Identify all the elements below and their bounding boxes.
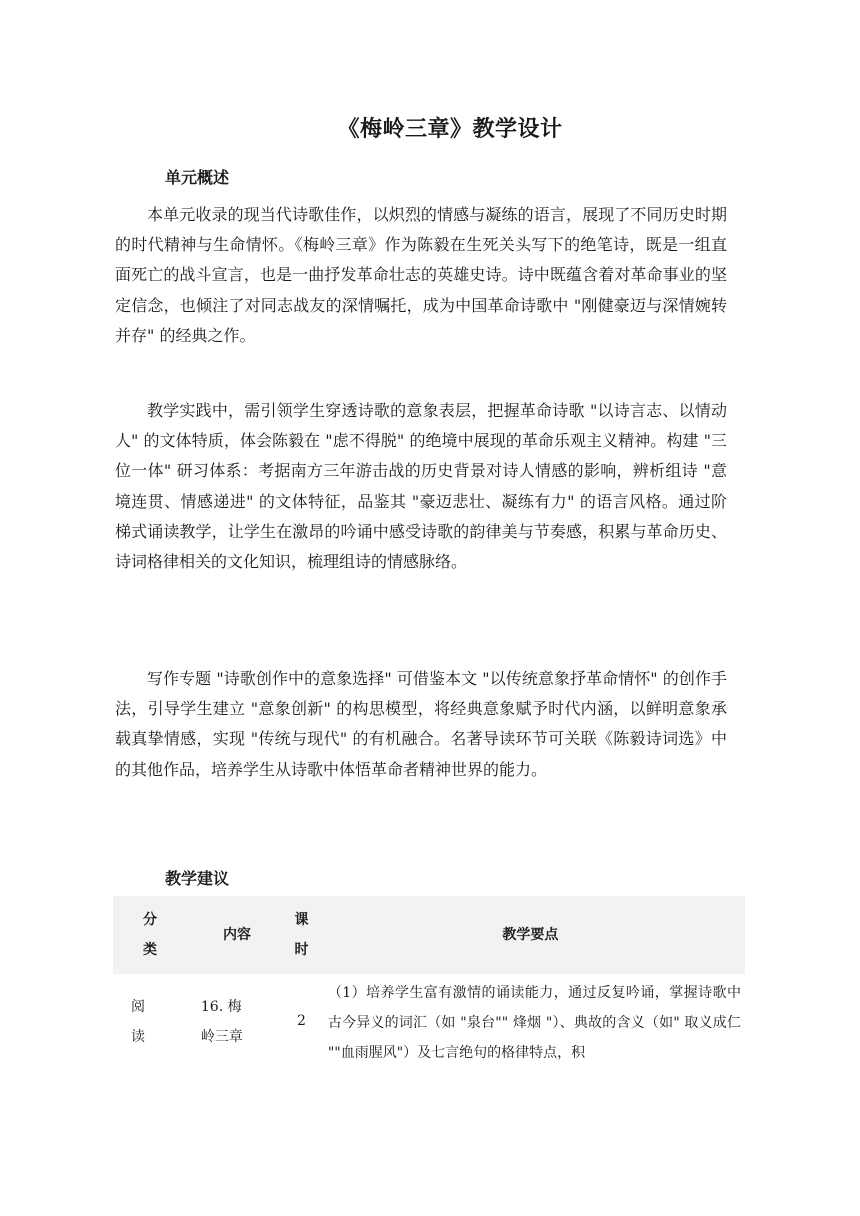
- header-hours: 课时: [287, 896, 316, 974]
- cell-content: 16. 梅岭三章: [200, 999, 243, 1045]
- cell-teaching-points: （1）培养学生富有激情的诵读能力，通过反复吟诵，掌握诗歌中古今异义的词汇（如 "泉台"" 烽烟 "）、典故的含义（如" 取义成仁 ""血雨腥风"）及七言绝句的格律特点，积: [327, 985, 741, 1061]
- section-heading-teaching-suggestions: 教学建议: [165, 869, 230, 888]
- paragraph-3: 写作专题 "诗歌创作中的意象选择" 可借鉴本文 "以传统意象抒革命情怀" 的创作手法，引导学生建立 "意象创新" 的构思模型，将经典意象赋予时代内涵，以鲜明意象承载真挚情感，实现 "传统与现代" 的有机融合。名著导读环节可关联《陈毅诗词选》中的其他作品，培养学生从诗歌中体悟革命者精神世界的能力。: [115, 669, 727, 779]
- paragraph-1: 本单元收录的现当代诗歌佳作，以炽烈的情感与凝练的语言，展现了不同历史时期的时代精神与生命情怀。《梅岭三章》作为陈毅在生死关头写下的绝笔诗，既是一组直面死亡的战斗宣言，也是一曲抒发革命壮志的英雄史诗。诗中既蕴含着对革命事业的坚定信念，也倾注了对同志战友的深情嘱托，成为中国革命诗歌中 "刚健豪迈与深情婉转并存" 的经典之作。: [115, 205, 727, 345]
- cell-category: 阅读: [131, 999, 145, 1045]
- cell-hours: 2: [297, 1013, 306, 1029]
- teaching-plan-table: [113, 896, 745, 1068]
- paragraph-2: 教学实践中，需引领学生穿透诗歌的意象表层，把握革命诗歌 "以诗言志、以情动人" 的文体特质，体会陈毅在 "虑不得脱" 的绝境中展现的革命乐观主义精神。构建 "三位一体" 研习体系：考据南方三年游击战的历史背景对诗人情感的影响，辨析组诗 "意境连贯、情感递进" 的文体特征，品鉴其 "豪迈悲壮、凝练有力" 的语言风格。通过阶梯式诵读教学，让学生在激昂的吟诵中感受诗歌的韵律美与节奏感，积累与革命历史、诗词格律相关的文化知识，梳理组诗的情感脉络。: [115, 401, 727, 572]
- table-header-row: [113, 896, 745, 974]
- section-heading-unit-overview: 单元概述: [165, 168, 230, 187]
- header-category: 分类: [113, 896, 187, 974]
- header-content: 内容: [187, 896, 287, 974]
- header-teaching-points: 教学要点: [316, 896, 745, 974]
- table-row: [113, 974, 745, 1068]
- document-title: 《梅岭三章》教学设计: [337, 117, 563, 142]
